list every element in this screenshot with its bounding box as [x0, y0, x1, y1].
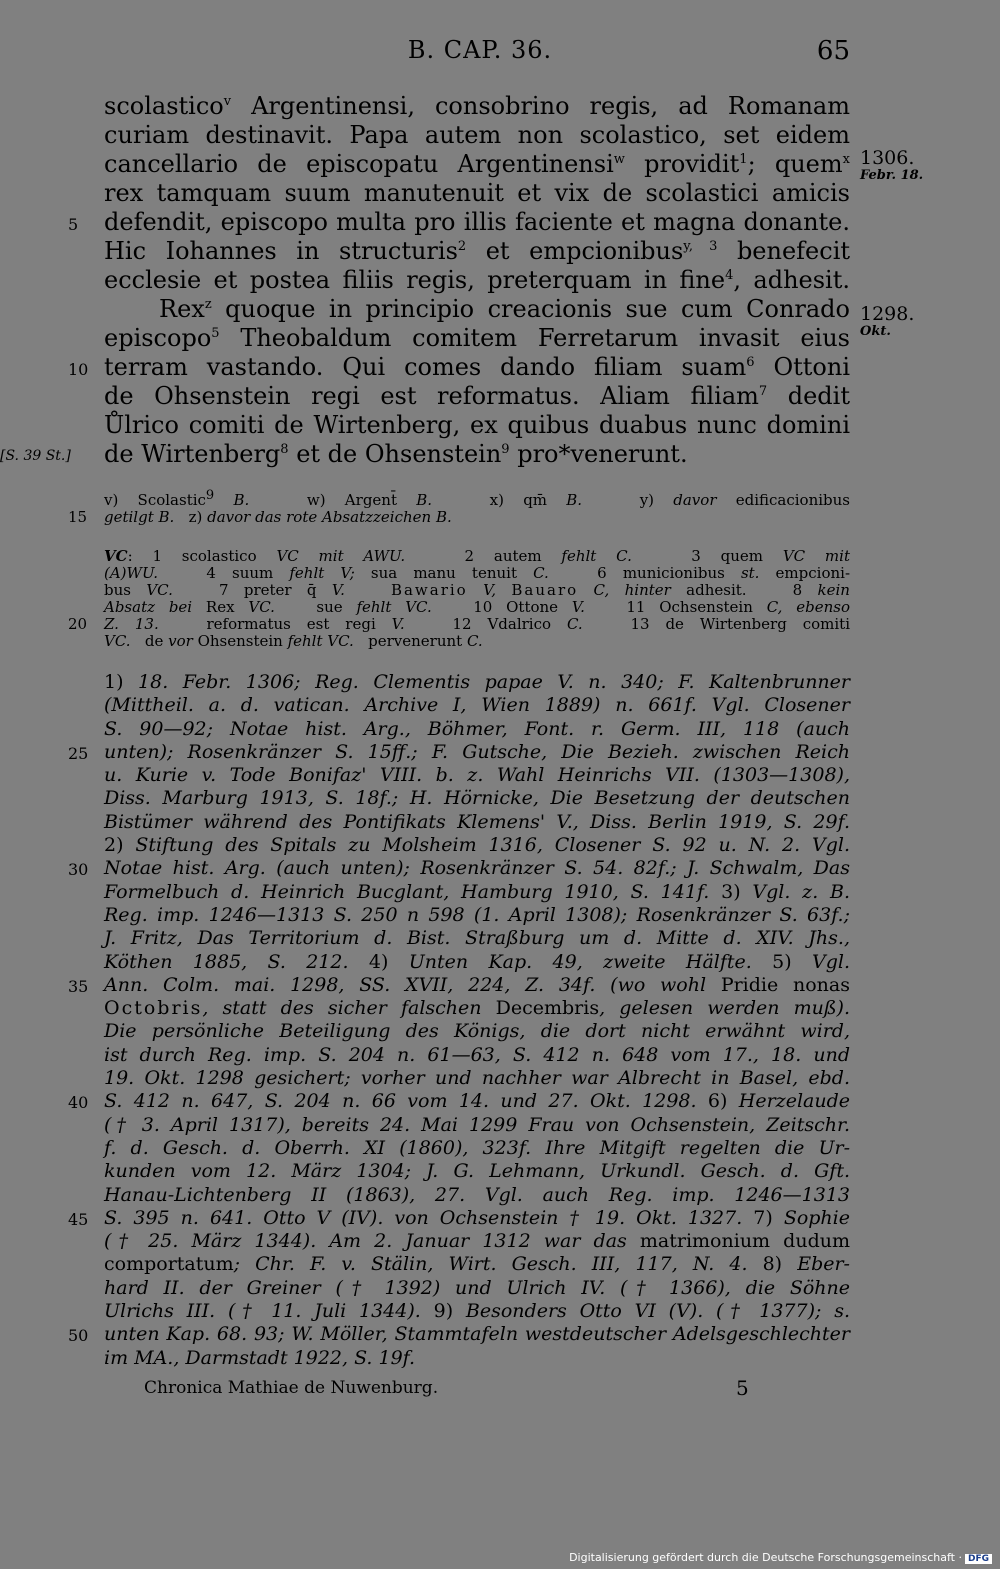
note-line: J. Fritz, Das Territorium d. Bist. Straßburg um d. Mitte d. XIV. Jhs.,: [104, 927, 850, 950]
margin-date-1298: 1298. Okt.: [860, 303, 915, 339]
apparatus-line: (A)WU. 4 suum fehlt V; sua manu tenuit C. 6 municionibus st. empcioni-: [104, 564, 851, 582]
note-line: 2) Stiftung des Spitals zu Molsheim 1316, Closener S. 92 u. N. 2. Vgl.: [104, 834, 850, 857]
line-number: 35: [68, 976, 89, 996]
running-title: B. CAP. 36.: [407, 36, 553, 64]
note-line: Die persönliche Beteiligung des Königs, die dort nicht erwähnt wird,: [104, 1020, 850, 1043]
apparatus-line: v) Scolastic$^9$ B. w) Argent̄ B. x) qm̄ B. y) davor edificacionibus: [104, 488, 850, 509]
apparatus-line: 15 getilgt B. z) davor das rote Absatzzeichen B.: [68, 508, 452, 526]
text-line: curiam destinavit. Papa autem non scolastico, set eidem: [104, 121, 850, 149]
note-line: 35 Ann. Colm. mai. 1298, SS. XVII, 224, Z. 34f. (wo wohl Pridie nonas: [104, 974, 850, 997]
note-line: Octobris, statt des sicher falschen Decembris, gelesen werden muß).: [104, 997, 850, 1020]
apparatus-line: bus VC. 7 preter q̄ V. Bawario V, Bauaro C, hinter adhesit. 8 kein: [104, 581, 850, 599]
footer-title: Chronica Mathiae de Nuwenburg.: [144, 1378, 439, 1398]
line-number: 5: [68, 215, 79, 234]
apparatus-line: VC. de vor Ohsenstein fehlt VC. pervenerunt C.: [104, 632, 483, 650]
note-line: Reg. imp. 1246—1313 S. 250 n 598 (1. April 1308); Rosenkränzer S. 63f.;: [104, 903, 850, 926]
apparatus-line: 20 Z. 13. reformatus est regi V. 12 Vdalrico C. 13 de Wirtenberg comiti: [68, 615, 850, 633]
line-number: 50: [68, 1326, 89, 1346]
line-number: [S. 39 St.]: [0, 448, 71, 464]
note-line: u. Kurie v. Tode Bonifaz' VIII. b. z. Wahl Heinrichs VII. (1303—1308),: [104, 764, 850, 787]
apparatus-line: VC: 1 scolastico VC mit AWU. 2 autem fehlt C. 3 quem VC mit: [104, 547, 850, 565]
text-line: Hic Iohannes in structuris$^2$ et empcionibus$^{y, 3}$ benefecit: [104, 237, 851, 265]
note-line: Formelbuch d. Heinrich Bucglant, Hamburg 1910, S. 141f. 3) Vgl. z. B.: [104, 880, 851, 903]
note-line: 40 S. 412 n. 647, S. 204 n. 66 vom 14. und 27. Okt. 1298. 6) Herzelaude: [104, 1090, 850, 1113]
signature-number: 5: [736, 1376, 749, 1400]
note-line: Bistümer während des Pontifikats Klemens' V., Diss. Berlin 1919, S. 29f.: [104, 810, 850, 833]
note-line: 1) 18. Febr. 1306; Reg. Clementis papae V. n. 340; F. Kaltenbrunner: [104, 671, 850, 693]
note-line: im MA., Darmstadt 1922, S. 19f.: [104, 1346, 416, 1369]
line-number: 45: [68, 1209, 89, 1229]
line-number: 15: [68, 508, 88, 526]
text-line: scolastico$^v$ Argentinensi, consobrino regis, ad Romanam: [104, 92, 850, 120]
main-text: [0, 92, 851, 469]
dfg-logo-icon: DFG: [965, 1554, 992, 1564]
note-line: Ulrichs III. († 11. Juli 1344). 9) Besonders Otto VI (V). († 1377); s.: [104, 1300, 850, 1323]
note-line: († 3. April 1317), bereits 24. Mai 1299 Frau von Ochsenstein, Zeitschr.: [104, 1113, 850, 1136]
note-line: Köthen 1885, S. 212. 4) Unten Kap. 49, zweite Hälfte. 5) Vgl.: [104, 950, 850, 973]
margin-date-1306: 1306. Febr. 18.: [860, 147, 924, 183]
note-line: Hanau-Lichtenberg II (1863), 27. Vgl. auch Reg. imp. 1246—1313: [104, 1183, 850, 1206]
text-line: rex tamquam suum manutenuit et vix de scolastici amicis: [104, 179, 850, 207]
note-line: comportatum; Chr. F. v. Stälin, Wirt. Gesch. III, 117, N. 4. 8) Eber-: [104, 1253, 850, 1276]
apparatus-manuscripts: [68, 547, 851, 650]
note-line: 50 unten Kap. 68. 93; W. Möller, Stammtafeln westdeutscher Adelsgeschlechter: [104, 1323, 850, 1346]
note-line: 45 S. 395 n. 641. Otto V (IV). von Ochsenstein † 19. Okt. 1327. 7) Sophie: [104, 1207, 850, 1230]
text-line: episcopo$^5$ Theobaldum comitem Ferretarum invasit eius: [104, 324, 850, 352]
note-line: S. 90—92; Notae hist. Arg., Böhmer, Font. r. Germ. III, 118 (auch: [104, 717, 850, 740]
line-number: 10: [68, 360, 89, 379]
digitization-credit: Digitalisierung gefördert durch die Deutsche Forschungsgemeinschaft · DFG: [569, 1551, 992, 1564]
text-line: Ůlrico comiti de Wirtenberg, ex quibus duabus nunc domini: [104, 411, 850, 439]
line-number: 40: [68, 1093, 89, 1113]
footnotes: [68, 671, 851, 1370]
apparatus-variants: [68, 488, 850, 526]
note-line: 19. Okt. 1298 gesichert; vorher und nachher war Albrecht in Basel, ebd.: [104, 1067, 850, 1090]
text-line: cancellario de episcopatu Argentinensi$^w$ providit$^1$; quem$^x$: [104, 150, 850, 178]
note-line: 25 unten); Rosenkränzer S. 15ff.; F. Gutsche, Die Bezieh. zwischen Reich: [104, 741, 850, 764]
text-line: ecclesie et postea filiis regis, preterquam in fine$^4$, adhesit.: [104, 266, 850, 294]
text-line: [S. 39 St.] de Wirtenberg$^8$ et de Ohsenstein$^9$ pro*venerunt.: [104, 440, 850, 469]
note-line: 30 Notae hist. Arg. (auch unten); Rosenkränzer S. 54. 82f.; J. Schwalm, Das: [104, 857, 850, 880]
note-line: f. d. Gesch. d. Oberrh. XI (1860), 323f. Ihre Mitgift regelten die Ur-: [104, 1136, 850, 1159]
text-line: Rex$^z$ quoque in principio creacionis sue cum Conrado: [159, 295, 850, 323]
text-line: 5 defendit, episcopo multa pro illis faciente et magna donante.: [104, 208, 850, 237]
apparatus-line: Absatz bei Rex VC. sue fehlt VC. 10 Ottone V. 11 Ochsenstein C, ebenso: [104, 598, 850, 616]
page-number: 65: [816, 36, 850, 66]
note-line: Diss. Marburg 1913, S. 18f.; H. Hörnicke, Die Besetzung der deutschen: [104, 787, 850, 810]
line-number: 20: [68, 615, 88, 633]
line-number: 25: [68, 743, 89, 763]
note-line: kunden vom 12. März 1304; J. G. Lehmann, Urkundl. Gesch. d. Gft.: [104, 1160, 850, 1183]
note-line: ist durch Reg. imp. S. 204 n. 61—63, S. 412 n. 648 vom 17., 18. und: [104, 1043, 850, 1066]
note-line: hard II. der Greiner († 1392) und Ulrich IV. († 1366), die Söhne: [104, 1276, 850, 1299]
text-line: 10 terram vastando. Qui comes dando filiam suam$^6$ Ottoni: [104, 353, 850, 382]
note-line: (Mittheil. a. d. vatican. Archive I, Wien 1889) n. 661f. Vgl. Closener: [104, 694, 850, 717]
note-line: († 25. März 1344). Am 2. Januar 1312 war das matrimonium dudum: [104, 1230, 850, 1253]
line-number: 30: [68, 860, 89, 880]
text-line: de Ohsenstein regi est reformatus. Aliam filiam$^7$ dedit: [104, 382, 850, 410]
